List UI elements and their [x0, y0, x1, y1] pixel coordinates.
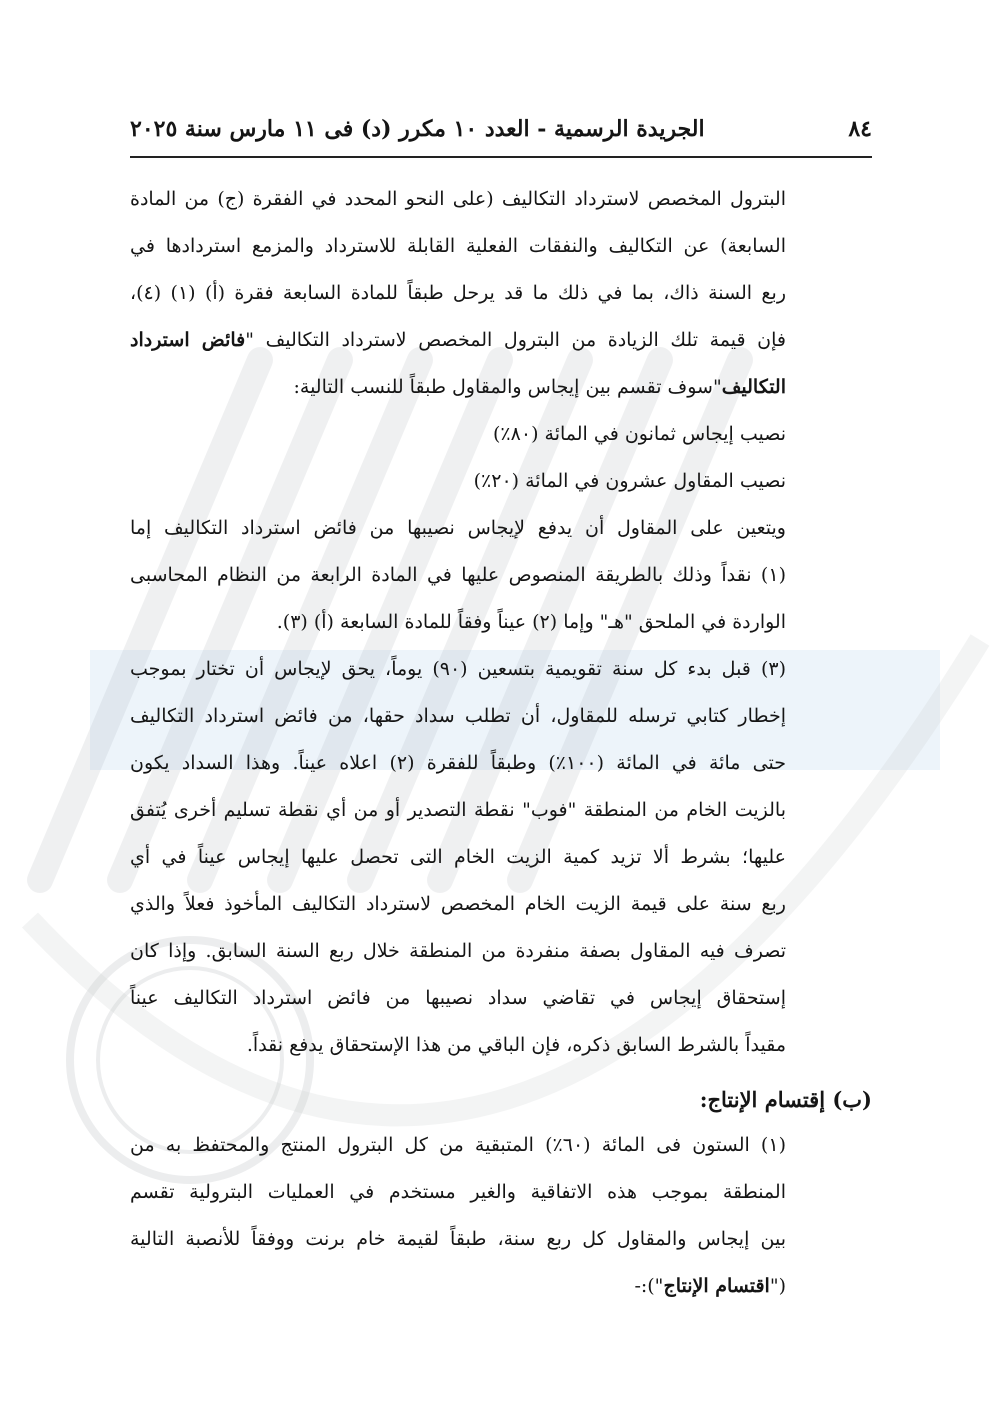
defined-term: التكاليف — [721, 376, 786, 398]
share-line: نصيب إيجاس ثمانون في المائة (٨٠٪) — [493, 423, 786, 445]
text-line: (١) نقداً وذلك بالطريقة المنصوص عليها في المادة الرابعة من النظام المحاسبى — [130, 564, 786, 586]
text-line: بين إيجاس والمقاول كل ربع سنة، طبقاً لقيمة خام برنت ووفقاً للأنصبة التالية — [130, 1228, 786, 1250]
text-fragment: (" — [769, 1275, 786, 1297]
text-line: عليها؛ بشرط ألا تزيد كمية الزيت الخام التى تحصل عليها إيجاس عيناً في أي — [130, 846, 786, 868]
text-line: ربع السنة ذاك، بما في ذلك ما قد يرحل طبقاً للمادة السابعة فقرة (أ) (١) (٤)، — [130, 282, 786, 304]
header-divider — [130, 156, 872, 158]
text-fragment: "):- — [634, 1275, 664, 1297]
text-line: إخطار كتابي ترسله للمقاول، أن تطلب سداد حقها، من فائض استرداد التكاليف — [130, 705, 786, 727]
text-line: حتى مائة في المائة (١٠٠٪) وطبقاً للفقرة (٢) اعلاه عيناً. وهذا السداد يكون — [130, 752, 786, 774]
text-line: البترول المخصص لاسترداد التكاليف (على النحو المحدد في الفقرة (ج) من المادة — [130, 188, 786, 210]
text-line — [130, 317, 786, 364]
text-fragment: "سوف تقسم بين إيجاس والمقاول طبقاً للنسب التالية: — [293, 376, 722, 398]
page-number: ٨٤ — [848, 116, 872, 142]
text-line: بالزيت الخام من المنطقة "فوب" نقطة التصدير أو من أي نقطة تسليم أخرى يُتفق — [130, 799, 786, 821]
article-body — [130, 176, 786, 1069]
text-fragment: فإن قيمة تلك الزيادة من البترول المخصص لاسترداد التكاليف " — [245, 329, 786, 351]
text-line: ربع سنة على قيمة الزيت الخام المخصص لاسترداد التكاليف المأخوذ فعلاً والذي — [130, 893, 786, 915]
text-line: (٣) قبل بدء كل سنة تقويمية بتسعين (٩٠) يوماً، يحق لإيجاس أن تختار بموجب — [130, 658, 786, 680]
text-line: ويتعين على المقاول أن يدفع لإيجاس نصيبها من فائض استرداد التكاليف إما — [130, 517, 786, 539]
text-line: (١) الستون فى المائة (٦٠٪) المتبقية من كل البترول المنتج والمحتفظ به من — [130, 1134, 786, 1156]
page-header — [130, 112, 872, 146]
text-line: الواردة في الملحق "هـ" وإما (٢) عيناً وفقاً للمادة السابعة (أ) (٣). — [276, 611, 786, 633]
text-line: تصرف فيه المقاول بصفة منفردة من المنطقة خلال ربع السنة السابق. وإذا كان — [130, 940, 786, 962]
running-title: الجريدة الرسمية - العدد ١٠ مكرر (د) فى ١١ مارس سنة ٢٠٢٥ — [130, 116, 705, 142]
defined-term: فائض استرداد — [130, 329, 246, 351]
section-heading: (ب) إقتسام الإنتاج: — [699, 1087, 872, 1112]
text-line — [130, 364, 786, 411]
defined-term: اقتسام الإنتاج — [663, 1275, 770, 1297]
share-line: نصيب المقاول عشرون في المائة (٢٠٪) — [473, 470, 786, 492]
text-line: المنطقة بموجب هذه الاتفاقية والغير مستخدم في العمليات البترولية تقسم — [130, 1181, 786, 1203]
text-line — [130, 1263, 786, 1310]
text-line: السابعة) عن التكاليف والنفقات الفعلية القابلة للاسترداد والمزمع استردادها في — [130, 235, 786, 257]
section-b-body — [130, 1122, 786, 1310]
text-line: إستحقاق إيجاس في تقاضي سداد نصيبها من فائض استرداد التكاليف عيناً — [130, 987, 786, 1009]
text-line: مقيداً بالشرط السابق ذكره، فإن الباقي من هذا الإستحقاق يدفع نقداً. — [246, 1034, 786, 1056]
